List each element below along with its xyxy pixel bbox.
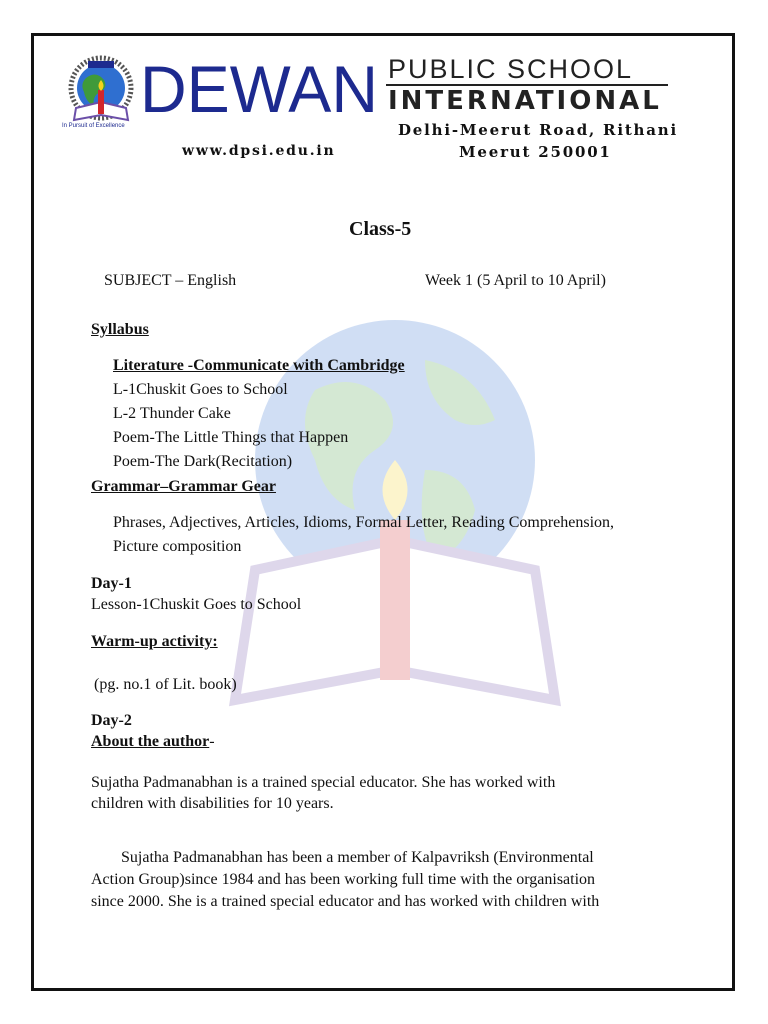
paragraph2-line1: Sujatha Padmanabhan has been a member of Kalpavriksh (Environmental: [121, 849, 594, 866]
paragraph1-line1: Sujatha Padmanabhan is a trained special educator. She has worked with: [91, 774, 556, 791]
address-line1: Delhi-Meerut Road, Rithani: [398, 121, 678, 139]
logo-tagline: In Pursuit of Excellence: [62, 123, 125, 129]
about-heading: About the author: [91, 733, 210, 750]
dewan-wordmark: [140, 50, 390, 140]
paragraph2-line3: since 2000. She is a trained special educator and has worked with children with: [91, 893, 600, 910]
literature-item: L-1Chuskit Goes to School: [113, 381, 288, 398]
day2-heading: Day-2: [91, 712, 132, 729]
week-line: Week 1 (5 April to 10 April): [425, 272, 606, 289]
syllabus-heading: Syllabus: [91, 321, 149, 338]
paragraph1-line2: children with disabilities for 10 years.: [91, 795, 334, 812]
school-name-line2: INTERNATIONAL: [388, 86, 662, 116]
literature-item: L-2 Thunder Cake: [113, 405, 231, 422]
school-name-line1: PUBLIC SCHOOL: [388, 54, 634, 84]
literature-heading: Literature -Communicate with Cambridge: [113, 357, 405, 374]
day1-lesson: Lesson-1Chuskit Goes to School: [91, 596, 302, 613]
warmup-note: (pg. no.1 of Lit. book): [94, 676, 237, 693]
literature-item: Poem-The Dark(Recitation): [113, 453, 293, 470]
school-logo: [60, 52, 142, 132]
paragraph2-line2: Action Group)since 1984 and has been working full time with the organisation: [91, 871, 596, 888]
about-suffix: -: [209, 733, 215, 750]
subject-line: SUBJECT – English: [104, 272, 237, 289]
grammar-topics-line2: Picture composition: [113, 538, 242, 555]
day1-heading: Day-1: [91, 575, 132, 592]
class-title: Class-5: [349, 218, 412, 240]
about-author-line: [91, 732, 215, 752]
website-link[interactable]: www.dpsi.edu.in: [182, 143, 336, 159]
grammar-heading: Grammar–Grammar Gear: [91, 478, 276, 495]
grammar-topics-line1: Phrases, Adjectives, Articles, Idioms, Formal Letter, Reading Comprehension,: [113, 514, 615, 531]
warmup-heading: Warm-up activity:: [91, 633, 218, 650]
brand-name: DEWAN: [140, 52, 378, 126]
literature-item: Poem-The Little Things that Happen: [113, 429, 349, 446]
address-line2: Meerut 250001: [459, 143, 612, 161]
